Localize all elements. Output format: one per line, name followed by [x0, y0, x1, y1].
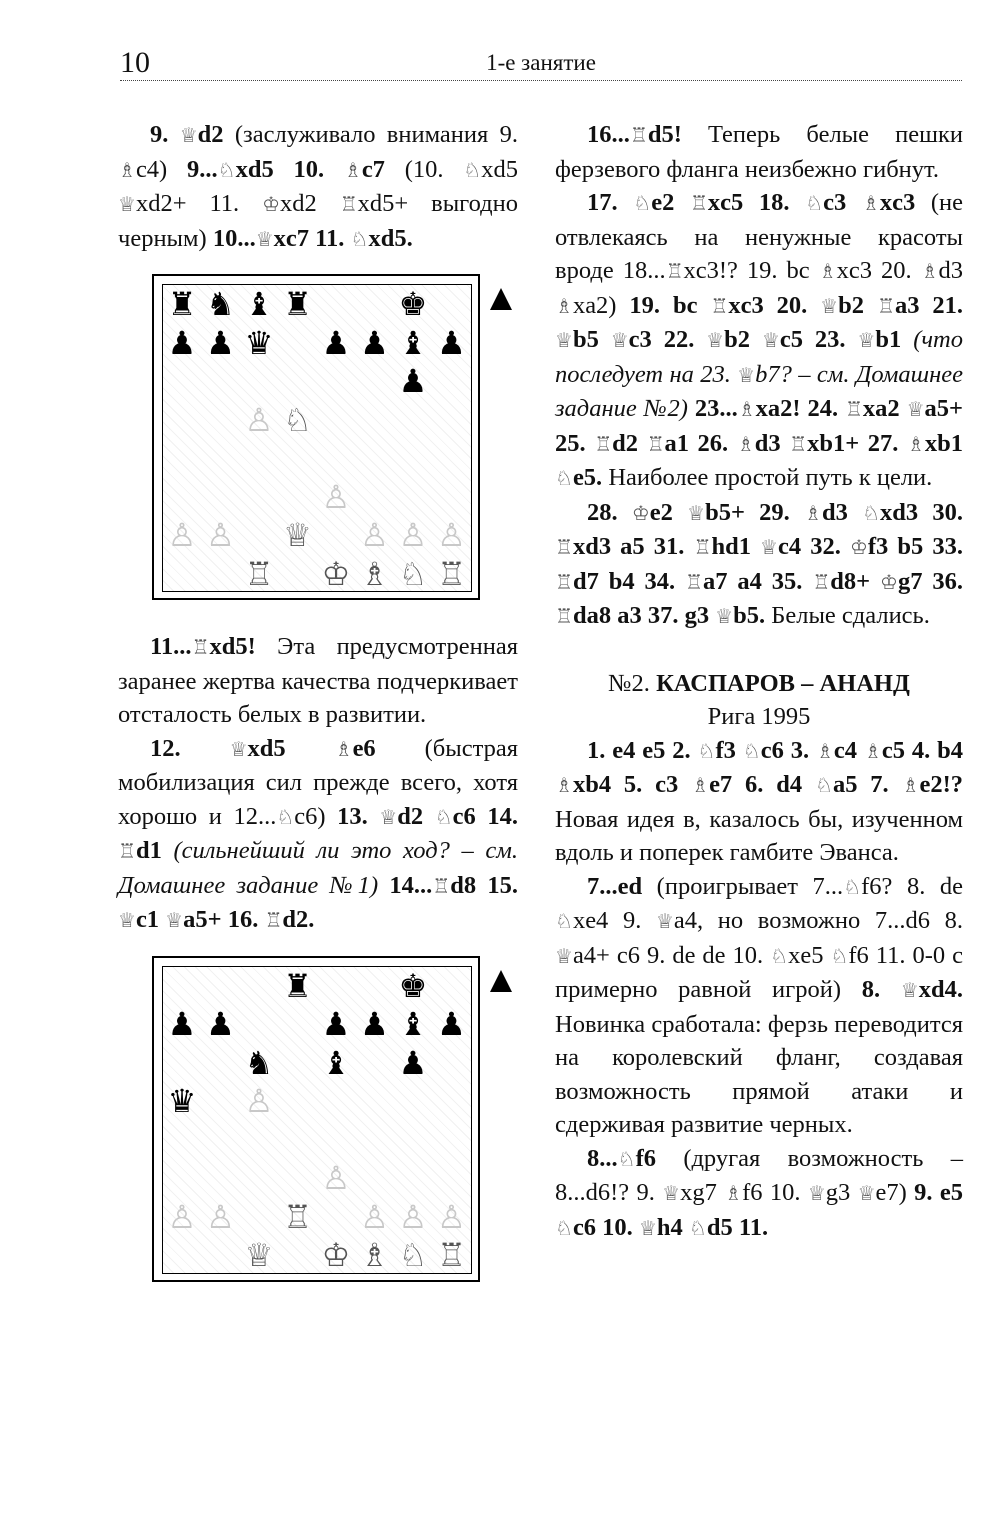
piece-glyph-icon: ♗ [118, 157, 136, 182]
move-text: e5. [572, 464, 603, 491]
move-text: d2 [612, 429, 647, 457]
piece-glyph-icon: ♘ [633, 191, 652, 215]
piece-glyph-icon: ♕ [761, 328, 780, 352]
piece-glyph-icon: ♘ [843, 874, 862, 899]
move-text: xd5 10. [235, 155, 344, 183]
move-text: xb1 [924, 429, 963, 457]
move-text: d3 [821, 498, 863, 526]
chess-piece-icon: ♟ [206, 1005, 235, 1043]
piece-glyph-icon: ♖ [812, 569, 831, 594]
chess-piece-icon: ♜ [283, 285, 312, 323]
paragraph [118, 732, 518, 938]
piece-glyph-icon: ♗ [691, 773, 710, 797]
text-run: a4, но возможно 7...d6 8. [673, 907, 963, 934]
move-text: 8... [587, 1144, 618, 1172]
chess-piece-icon: ♟ [398, 1043, 428, 1082]
move-text: 17. [587, 189, 634, 216]
chess-piece-icon: ♙ [437, 1197, 466, 1236]
piece-glyph-icon: ♕ [820, 293, 839, 318]
move-text: c3 22. [628, 326, 707, 353]
move-text: d5 11. [706, 1213, 769, 1241]
move-text: a5+ 16. [183, 906, 265, 933]
piece-glyph-icon: ♘ [617, 1146, 636, 1171]
move-text: xb1+ 27. [807, 429, 907, 457]
move-text: 14... [389, 871, 433, 899]
move-text: 10... [212, 224, 256, 252]
move-text: xd3 a5 31. [572, 533, 694, 560]
move-text: xd4. [918, 976, 963, 1003]
move-text: e2 [649, 498, 688, 526]
chess-piece-icon: ♟ [360, 1005, 389, 1043]
chess-piece-icon: ♟ [321, 1005, 351, 1043]
text-run: xa2) [572, 291, 630, 319]
piece-glyph-icon: ♕ [229, 736, 248, 761]
piece-glyph-icon: ♖ [555, 535, 573, 559]
chess-piece-icon: ♔ [321, 1236, 351, 1274]
move-text: xd3 30. [880, 498, 963, 526]
move-text: c1 [135, 906, 166, 933]
piece-glyph-icon: ♗ [555, 293, 573, 318]
move-text: c6 10. [572, 1213, 639, 1241]
black-to-move-icon [490, 970, 512, 992]
chess-board [152, 274, 480, 600]
move-text: d2 [397, 802, 435, 830]
text-run: f6 10. [742, 1179, 808, 1206]
chess-piece-icon: ♝ [321, 1043, 351, 1082]
piece-glyph-icon: ♖ [191, 635, 210, 659]
chess-diagram-2 [118, 956, 518, 1282]
piece-glyph-icon: ♘ [434, 804, 453, 829]
move-text: e2 [651, 189, 690, 216]
piece-glyph-icon: ♖ [432, 873, 451, 898]
piece-glyph-icon: ♖ [555, 604, 573, 628]
chess-piece-icon: ♖ [437, 554, 466, 593]
text-run: (проигрывает 7... [642, 872, 844, 900]
chess-piece-icon: ♙ [437, 516, 466, 554]
piece-glyph-icon: ♗ [906, 431, 925, 456]
chess-piece-icon: ♜ [283, 966, 312, 1005]
piece-glyph-icon: ♕ [638, 1215, 657, 1240]
move-text: 23... [694, 395, 738, 422]
game-players: КАСПАРОВ – АНАНД [656, 669, 910, 697]
move-text: b2 [838, 291, 877, 319]
left-column [118, 118, 518, 1312]
chess-piece-icon: ♙ [321, 477, 351, 516]
piece-glyph-icon: ♗ [334, 736, 353, 761]
move-text: c4 32. [777, 533, 850, 560]
move-text: a5+ 25. [555, 395, 963, 457]
move-text: 1. e4 e5 2. [587, 736, 698, 764]
chess-piece-icon: ♙ [321, 1159, 351, 1197]
move-text: 19. bc [629, 291, 711, 319]
move-text: f6 [635, 1144, 656, 1172]
piece-glyph-icon: ♘ [217, 157, 236, 182]
move-text: 9. [150, 121, 180, 148]
game-number: №2. [608, 669, 650, 697]
text-run: xd2+ 11. [135, 190, 263, 217]
move-text: d2. [282, 906, 315, 933]
piece-glyph-icon: ♖ [844, 397, 863, 421]
move-text: xc7 11. [273, 224, 351, 252]
piece-glyph-icon: ♘ [463, 157, 482, 182]
move-text: 9... [187, 155, 218, 183]
piece-glyph-icon: ♕ [807, 1181, 826, 1205]
move-text: h4 [656, 1213, 689, 1241]
piece-glyph-icon: ♔ [880, 569, 898, 594]
piece-glyph-icon: ♖ [710, 293, 729, 318]
chess-piece-icon: ♖ [244, 554, 274, 593]
move-text: b5+ 29. [705, 498, 805, 526]
piece-glyph-icon: ♘ [742, 738, 761, 763]
piece-glyph-icon: ♕ [165, 908, 184, 932]
chess-piece-icon: ♙ [167, 516, 197, 554]
board-squares [162, 284, 472, 592]
move-text: xc3 20. [728, 291, 821, 319]
chess-piece-icon: ♝ [398, 323, 428, 362]
text-run: xe4 9. [572, 907, 656, 934]
move-text: da8 a3 37. g3 [572, 602, 716, 629]
text-run: (заслуживало внимания 9. [223, 121, 518, 148]
move-text: xd5 [247, 734, 335, 762]
chess-piece-icon: ♞ [244, 1043, 274, 1082]
chess-piece-icon: ♙ [244, 400, 274, 439]
piece-glyph-icon: ♔ [262, 192, 281, 216]
piece-glyph-icon: ♘ [688, 1215, 707, 1240]
chess-board [152, 956, 480, 1282]
text-run: Новинка сработала: ферзь переводится на королевский фланг, создавая возможность прямой атаки и сдерживая развитие черных. [555, 1010, 963, 1138]
piece-glyph-icon: ♕ [118, 908, 136, 932]
piece-glyph-icon: ♗ [815, 738, 834, 763]
chess-piece-icon: ♟ [437, 323, 466, 362]
move-text: f3 [715, 736, 743, 764]
piece-glyph-icon: ♘ [555, 1215, 573, 1240]
piece-glyph-icon: ♘ [830, 943, 849, 968]
move-text: d8+ [830, 567, 881, 595]
text-run: a4+ c6 9. de de 10. [572, 941, 771, 969]
move-text: c3 [823, 189, 862, 216]
piece-glyph-icon: ♘ [770, 943, 789, 968]
move-text: d3 [754, 429, 790, 457]
piece-glyph-icon: ♕ [655, 909, 674, 933]
piece-glyph-icon: ♕ [857, 1181, 876, 1205]
move-text: 28. [587, 498, 632, 526]
chess-piece-icon: ♝ [244, 285, 274, 323]
move-text: g7 36. [897, 567, 964, 595]
chess-piece-icon: ♙ [398, 516, 428, 554]
paragraph [555, 870, 963, 1142]
comment-text: b7? – см. Домашнее задание №2) [555, 360, 964, 422]
move-text: d8 15. [450, 871, 518, 899]
move-text: f3 b5 33. [867, 533, 963, 560]
move-text: 11... [150, 633, 192, 660]
text-run: (не отвлекаясь на ненужные красоты вроде 18... [555, 189, 963, 284]
chess-piece-icon: ♟ [167, 1005, 197, 1043]
text-run: (быстрая мобилизация сил прежде всего, хотя хорошо и 12... [118, 734, 519, 830]
move-text: c5 4. b4 [881, 736, 963, 764]
move-text: e7 6. d4 [709, 771, 815, 798]
piece-glyph-icon: ♕ [379, 804, 398, 829]
chess-piece-icon: ♘ [398, 554, 428, 593]
paragraph [555, 1142, 963, 1246]
move-text: b1 [875, 326, 902, 353]
move-text: c6 14. [452, 802, 518, 830]
text-run: xd5+ выгодно черным) [118, 190, 518, 252]
text-run: xe5 [788, 941, 831, 969]
piece-glyph-icon: ♘ [697, 738, 716, 763]
piece-glyph-icon: ♕ [555, 943, 573, 968]
board-squares [162, 966, 472, 1274]
piece-glyph-icon: ♘ [350, 226, 369, 251]
piece-glyph-icon: ♗ [901, 773, 920, 797]
chess-piece-icon: ♕ [244, 1236, 274, 1274]
text-run: Теперь белые пешки ферзевого фланга неизбежно гибнут. [555, 121, 963, 183]
piece-glyph-icon: ♘ [276, 804, 295, 829]
piece-glyph-icon: ♕ [900, 978, 919, 1002]
right-column [555, 118, 963, 1245]
move-text: 12. [150, 734, 230, 762]
text-run: Эта предусмотренная заранее жертва качества подчеркивает отсталость белых в развитии. [118, 633, 518, 728]
piece-glyph-icon: ♔ [849, 535, 868, 559]
move-text: xb4 5. c3 [572, 771, 692, 798]
move-text: xa2! 24. [755, 395, 845, 422]
piece-glyph-icon: ♘ [805, 191, 824, 215]
piece-glyph-icon: ♗ [920, 259, 939, 283]
piece-glyph-icon: ♘ [555, 909, 573, 933]
piece-glyph-icon: ♕ [857, 328, 876, 352]
piece-glyph-icon: ♕ [715, 604, 734, 628]
running-title: 1-е занятие [486, 50, 596, 75]
move-text: 8. [861, 976, 901, 1003]
piece-glyph-icon: ♖ [339, 192, 358, 216]
chess-piece-icon: ♟ [360, 323, 389, 362]
piece-glyph-icon: ♖ [264, 908, 283, 932]
chess-piece-icon: ♛ [167, 1082, 197, 1120]
piece-glyph-icon: ♖ [789, 431, 808, 456]
chess-piece-icon: ♟ [321, 323, 351, 362]
piece-glyph-icon: ♕ [737, 362, 756, 387]
move-text: e2!? [919, 771, 964, 798]
chess-piece-icon: ♙ [206, 516, 235, 554]
move-text: a7 a4 35. [702, 567, 813, 595]
piece-glyph-icon: ♕ [706, 328, 725, 352]
comment-text: (сильнейший ли это ход? – см. Домашнее задание №1) [118, 837, 518, 899]
text-run: f6? 8. de [861, 872, 963, 900]
piece-glyph-icon: ♖ [594, 431, 613, 456]
text-run: e7) [875, 1179, 915, 1206]
piece-glyph-icon: ♕ [118, 192, 136, 216]
piece-glyph-icon: ♕ [179, 123, 198, 147]
text-run: Новая идея в, казалось бы, изученном вдоль и поперек гамбите Эванса. [555, 805, 963, 866]
move-text: xd5. [368, 224, 413, 252]
piece-glyph-icon: ♖ [555, 569, 573, 594]
move-text: b5. [733, 602, 766, 629]
piece-glyph-icon: ♖ [689, 191, 708, 215]
paragraph [118, 118, 518, 256]
chess-piece-icon: ♟ [398, 362, 428, 400]
move-text: b5 [572, 326, 611, 353]
move-text: xd5! [209, 633, 256, 660]
move-text: xa2 [862, 395, 907, 422]
piece-glyph-icon: ♕ [662, 1181, 681, 1205]
chess-piece-icon: ♝ [398, 1005, 428, 1043]
page-header [120, 46, 962, 81]
chess-piece-icon: ♘ [398, 1236, 428, 1274]
piece-glyph-icon: ♔ [631, 500, 650, 525]
piece-glyph-icon: ♗ [804, 500, 822, 525]
chess-piece-icon: ♙ [206, 1197, 235, 1236]
move-text: d1 [135, 837, 162, 864]
chess-piece-icon: ♛ [244, 323, 274, 362]
move-text: 16... [587, 121, 630, 148]
text-run: xc3 20. [836, 257, 921, 284]
text-run: Белые сдались. [765, 602, 930, 629]
text-run: xg7 [680, 1179, 725, 1206]
game-title [555, 667, 963, 701]
move-text: a1 26. [664, 429, 737, 457]
chess-piece-icon: ♖ [437, 1236, 466, 1274]
move-text: xc3 [879, 189, 916, 216]
chess-piece-icon: ♙ [360, 1197, 389, 1236]
text-run: f6 11. 0-0 с примерно равной игрой) [555, 941, 963, 1003]
piece-glyph-icon: ♕ [687, 500, 706, 525]
text-run: xd5 [481, 155, 518, 183]
text-run: c6) [294, 802, 338, 830]
move-text: xc5 18. [707, 189, 806, 216]
chess-piece-icon: ♚ [398, 966, 428, 1005]
piece-glyph-icon: ♕ [555, 328, 573, 352]
text-run: Наиболее простой путь к цели. [602, 464, 933, 491]
piece-glyph-icon: ♖ [118, 839, 136, 863]
chess-piece-icon: ♘ [283, 400, 312, 439]
piece-glyph-icon: ♗ [724, 1181, 743, 1205]
piece-glyph-icon: ♕ [760, 535, 778, 559]
paragraph [555, 186, 963, 496]
chess-piece-icon: ♜ [167, 285, 197, 323]
chess-piece-icon: ♞ [206, 285, 235, 323]
piece-glyph-icon: ♖ [877, 293, 895, 318]
piece-glyph-icon: ♗ [343, 157, 362, 182]
chess-piece-icon: ♔ [321, 554, 351, 593]
piece-glyph-icon: ♘ [815, 773, 833, 797]
piece-glyph-icon: ♗ [818, 259, 837, 283]
piece-glyph-icon: ♖ [646, 431, 665, 456]
move-text: c4 [833, 736, 864, 764]
paragraph [555, 734, 963, 870]
chess-piece-icon: ♙ [360, 516, 389, 554]
move-text: d5! [647, 121, 682, 148]
text-run: xc3!? 19. bc [683, 257, 819, 284]
chess-piece-icon: ♕ [283, 516, 312, 554]
move-text: a3 21. [894, 291, 963, 319]
piece-glyph-icon: ♗ [863, 738, 882, 763]
chess-piece-icon: ♟ [167, 323, 197, 362]
piece-glyph-icon: ♖ [693, 535, 712, 559]
move-text: c7 [361, 155, 385, 183]
piece-glyph-icon: ♖ [665, 259, 684, 283]
chess-piece-icon: ♗ [360, 554, 389, 593]
move-text: c6 3. [760, 736, 816, 764]
piece-glyph-icon: ♕ [906, 397, 925, 421]
piece-glyph-icon: ♘ [555, 466, 573, 490]
move-text: hd1 [711, 533, 761, 560]
chess-piece-icon: ♖ [283, 1197, 312, 1236]
text-run: xd2 [280, 190, 340, 217]
paragraph [118, 630, 518, 732]
text-run: g3 [825, 1179, 858, 1206]
text-run: (другая возможность – 8...d6!? 9. [555, 1144, 963, 1206]
move-text: 13. [337, 802, 380, 830]
move-text: c5 23. [779, 326, 858, 353]
chess-piece-icon: ♟ [437, 1005, 466, 1043]
chess-piece-icon: ♟ [206, 323, 235, 362]
chess-diagram-1 [118, 274, 518, 600]
piece-glyph-icon: ♕ [610, 328, 629, 352]
chess-piece-icon: ♙ [244, 1082, 274, 1120]
move-text: d7 b4 34. [572, 567, 686, 595]
move-text: e6 [352, 734, 376, 762]
move-text: 7...ed [587, 872, 643, 900]
chess-piece-icon: ♚ [398, 285, 428, 323]
chess-piece-icon: ♙ [398, 1197, 428, 1236]
piece-glyph-icon: ♗ [861, 191, 880, 215]
move-text: d2 [197, 121, 224, 148]
move-text: a5 7. [832, 771, 902, 798]
piece-glyph-icon: ♗ [736, 431, 755, 456]
page-number: 10 [120, 46, 150, 79]
paragraph [555, 118, 963, 186]
piece-glyph-icon: ♗ [555, 773, 573, 797]
game-place: Рига 1995 [707, 703, 811, 730]
piece-glyph-icon: ♗ [737, 397, 756, 421]
piece-glyph-icon: ♖ [685, 569, 703, 594]
text-run: (10. [384, 155, 464, 183]
black-to-move-icon [490, 288, 512, 310]
chess-piece-icon: ♙ [167, 1197, 197, 1236]
text-run: d3 [938, 257, 964, 284]
piece-glyph-icon: ♕ [255, 226, 274, 251]
comment-text: (что последует на 23. [555, 326, 963, 388]
text-run: c4) [135, 155, 187, 183]
piece-glyph-icon: ♖ [629, 123, 648, 147]
paragraph [555, 496, 963, 634]
chess-piece-icon: ♗ [360, 1236, 389, 1274]
piece-glyph-icon: ♘ [862, 500, 880, 525]
move-text: b2 [724, 326, 762, 353]
move-text: 9. e5 [914, 1179, 963, 1206]
